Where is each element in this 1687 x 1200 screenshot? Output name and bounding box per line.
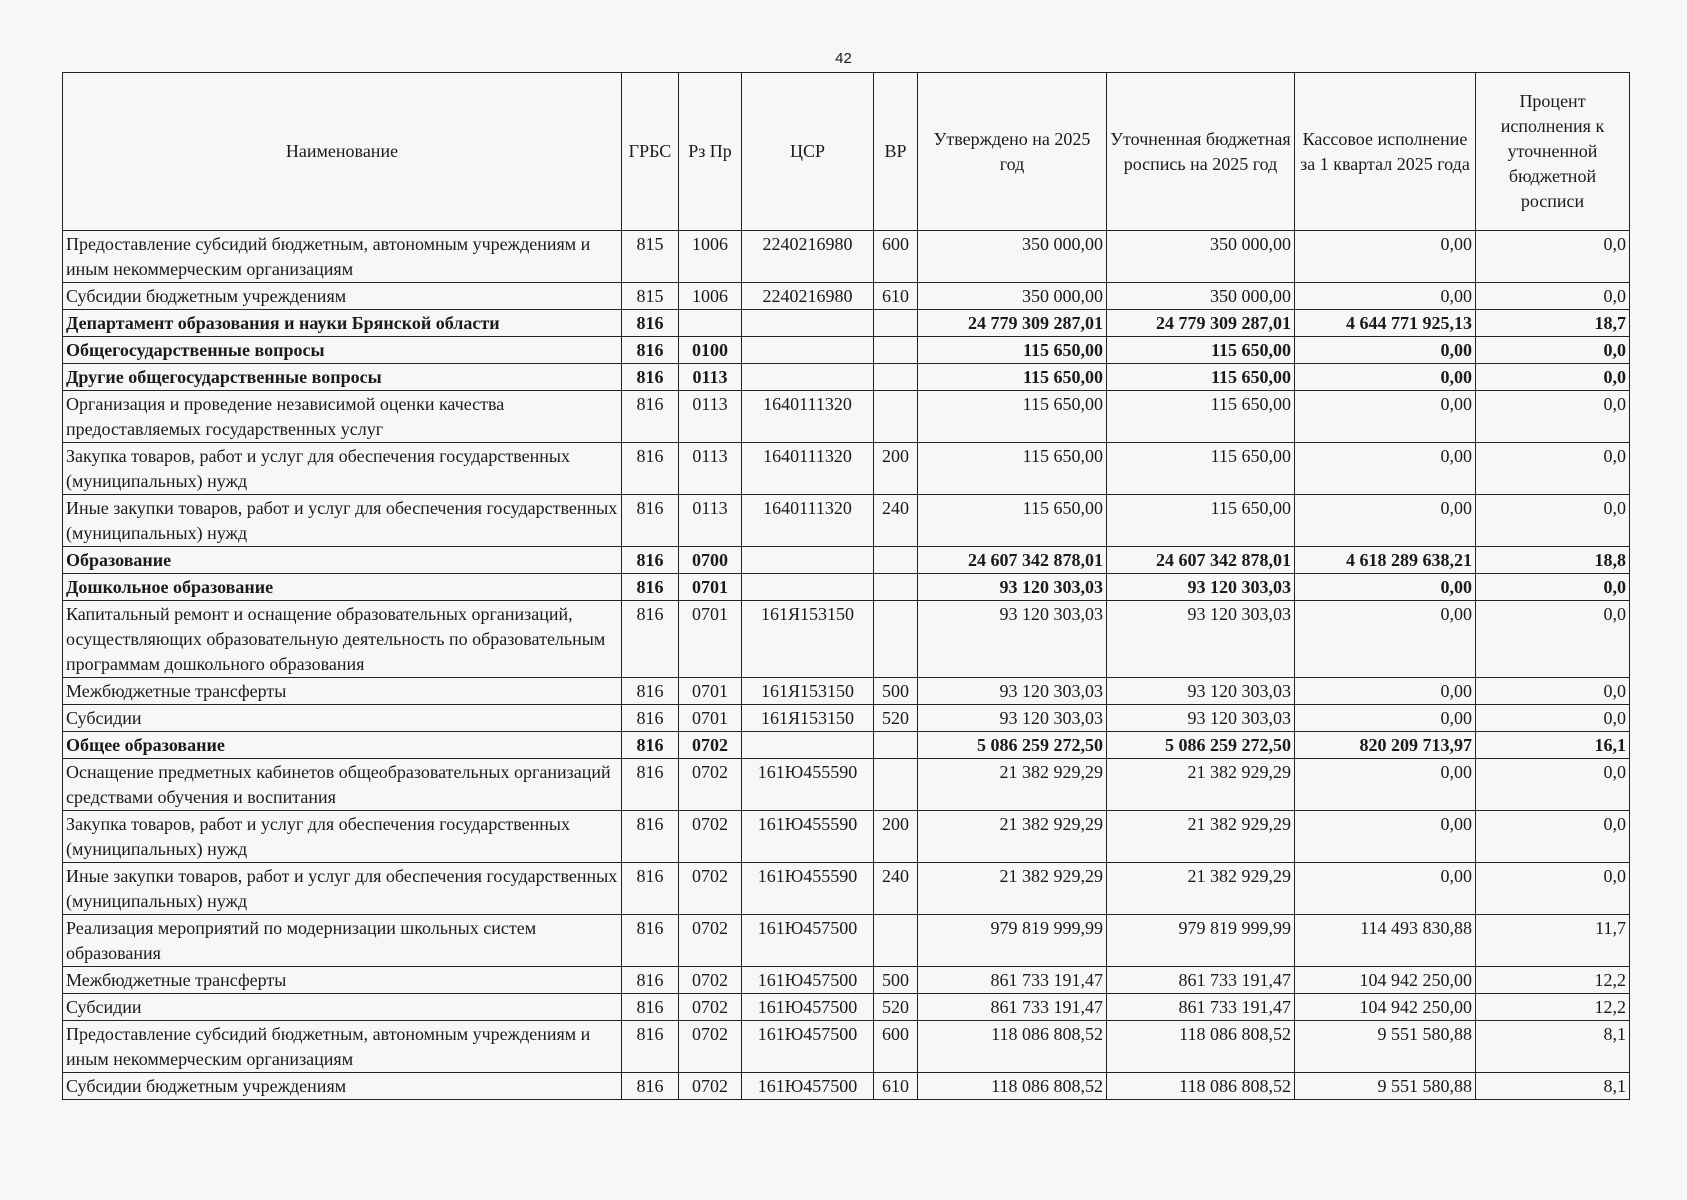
cell-rzpr: 0702 <box>679 994 742 1021</box>
cell-approved: 118 086 808,52 <box>918 1021 1107 1073</box>
table-body <box>63 231 1630 1100</box>
cell-grbs: 816 <box>622 994 679 1021</box>
cell-cash: 104 942 250,00 <box>1295 967 1476 994</box>
cell-cash: 114 493 830,88 <box>1295 915 1476 967</box>
cell-percent: 12,2 <box>1476 967 1630 994</box>
cell-csr: 161Ю455590 <box>742 863 874 915</box>
cell-name: Дошкольное образование <box>63 574 622 601</box>
cell-grbs: 816 <box>622 364 679 391</box>
cell-name: Другие общегосударственные вопросы <box>63 364 622 391</box>
cell-vr: 600 <box>874 1021 918 1073</box>
cell-cash: 0,00 <box>1295 231 1476 283</box>
cell-grbs: 816 <box>622 337 679 364</box>
cell-vr: 600 <box>874 231 918 283</box>
table-row <box>63 231 1630 283</box>
cell-percent: 0,0 <box>1476 863 1630 915</box>
cell-refined: 350 000,00 <box>1107 231 1295 283</box>
cell-csr: 161Я153150 <box>742 601 874 678</box>
cell-csr <box>742 547 874 574</box>
cell-refined: 5 086 259 272,50 <box>1107 732 1295 759</box>
cell-approved: 24 779 309 287,01 <box>918 310 1107 337</box>
table-row <box>63 678 1630 705</box>
cell-approved: 115 650,00 <box>918 337 1107 364</box>
table-row <box>63 1073 1630 1100</box>
cell-grbs: 816 <box>622 863 679 915</box>
cell-approved: 115 650,00 <box>918 391 1107 443</box>
cell-refined: 93 120 303,03 <box>1107 574 1295 601</box>
cell-cash: 0,00 <box>1295 337 1476 364</box>
table-row <box>63 283 1630 310</box>
cell-cash: 4 618 289 638,21 <box>1295 547 1476 574</box>
cell-vr <box>874 337 918 364</box>
column-header-refined: Уточненная бюджетная роспись на 2025 год <box>1107 73 1295 231</box>
cell-grbs: 816 <box>622 678 679 705</box>
cell-vr: 500 <box>874 678 918 705</box>
cell-csr: 161Ю455590 <box>742 759 874 811</box>
cell-grbs: 816 <box>622 759 679 811</box>
cell-refined: 93 120 303,03 <box>1107 705 1295 732</box>
cell-rzpr: 0701 <box>679 678 742 705</box>
cell-percent: 8,1 <box>1476 1073 1630 1100</box>
cell-cash: 4 644 771 925,13 <box>1295 310 1476 337</box>
cell-percent: 0,0 <box>1476 364 1630 391</box>
cell-cash: 0,00 <box>1295 391 1476 443</box>
column-header-name: Наименование <box>63 73 622 231</box>
cell-csr: 2240216980 <box>742 283 874 310</box>
cell-rzpr: 0113 <box>679 495 742 547</box>
table-row <box>63 994 1630 1021</box>
cell-grbs: 816 <box>622 495 679 547</box>
cell-grbs: 816 <box>622 967 679 994</box>
cell-vr <box>874 601 918 678</box>
cell-csr: 161Ю457500 <box>742 994 874 1021</box>
cell-grbs: 816 <box>622 310 679 337</box>
cell-rzpr: 0701 <box>679 601 742 678</box>
cell-name: Иные закупки товаров, работ и услуг для обеспечения государственных (муниципальных) нужд <box>63 863 622 915</box>
cell-name: Общегосударственные вопросы <box>63 337 622 364</box>
cell-percent: 0,0 <box>1476 283 1630 310</box>
cell-approved: 93 120 303,03 <box>918 705 1107 732</box>
cell-cash: 0,00 <box>1295 495 1476 547</box>
cell-grbs: 816 <box>622 1021 679 1073</box>
cell-percent: 8,1 <box>1476 1021 1630 1073</box>
cell-refined: 93 120 303,03 <box>1107 601 1295 678</box>
cell-vr <box>874 391 918 443</box>
cell-approved: 21 382 929,29 <box>918 863 1107 915</box>
cell-rzpr: 0702 <box>679 1073 742 1100</box>
cell-vr: 500 <box>874 967 918 994</box>
cell-refined: 21 382 929,29 <box>1107 863 1295 915</box>
cell-refined: 115 650,00 <box>1107 364 1295 391</box>
cell-cash: 0,00 <box>1295 678 1476 705</box>
cell-cash: 9 551 580,88 <box>1295 1021 1476 1073</box>
cell-name: Субсидии <box>63 994 622 1021</box>
cell-rzpr: 1006 <box>679 231 742 283</box>
cell-csr: 161Ю457500 <box>742 967 874 994</box>
cell-cash: 104 942 250,00 <box>1295 994 1476 1021</box>
cell-vr: 610 <box>874 283 918 310</box>
cell-grbs: 816 <box>622 574 679 601</box>
table-row <box>63 1021 1630 1073</box>
cell-approved: 118 086 808,52 <box>918 1073 1107 1100</box>
cell-percent: 0,0 <box>1476 231 1630 283</box>
cell-rzpr: 0113 <box>679 364 742 391</box>
table-row <box>63 601 1630 678</box>
cell-refined: 24 607 342 878,01 <box>1107 547 1295 574</box>
cell-approved: 979 819 999,99 <box>918 915 1107 967</box>
page-number: 42 <box>835 50 852 67</box>
cell-name: Иные закупки товаров, работ и услуг для обеспечения государственных (муниципальных) нужд <box>63 495 622 547</box>
cell-rzpr: 0701 <box>679 705 742 732</box>
cell-refined: 115 650,00 <box>1107 337 1295 364</box>
cell-vr: 520 <box>874 994 918 1021</box>
cell-cash: 0,00 <box>1295 283 1476 310</box>
cell-vr <box>874 574 918 601</box>
table-row <box>63 364 1630 391</box>
cell-rzpr: 0702 <box>679 863 742 915</box>
cell-csr: 161Ю457500 <box>742 1073 874 1100</box>
cell-rzpr: 0702 <box>679 915 742 967</box>
cell-grbs: 815 <box>622 231 679 283</box>
cell-rzpr: 0702 <box>679 732 742 759</box>
cell-name: Предоставление субсидий бюджетным, автономным учреждениям и иным некоммерческим организациям <box>63 1021 622 1073</box>
cell-grbs: 816 <box>622 732 679 759</box>
cell-percent: 0,0 <box>1476 337 1630 364</box>
cell-grbs: 816 <box>622 811 679 863</box>
cell-approved: 861 733 191,47 <box>918 994 1107 1021</box>
cell-approved: 115 650,00 <box>918 495 1107 547</box>
cell-name: Департамент образования и науки Брянской области <box>63 310 622 337</box>
cell-cash: 0,00 <box>1295 574 1476 601</box>
cell-grbs: 815 <box>622 283 679 310</box>
table-row <box>63 732 1630 759</box>
cell-name: Межбюджетные трансферты <box>63 967 622 994</box>
cell-cash: 0,00 <box>1295 705 1476 732</box>
cell-vr <box>874 732 918 759</box>
cell-grbs: 816 <box>622 705 679 732</box>
cell-name: Закупка товаров, работ и услуг для обеспечения государственных (муниципальных) нужд <box>63 443 622 495</box>
cell-percent: 0,0 <box>1476 391 1630 443</box>
cell-percent: 0,0 <box>1476 443 1630 495</box>
table-row <box>63 547 1630 574</box>
cell-rzpr: 0100 <box>679 337 742 364</box>
cell-vr: 240 <box>874 495 918 547</box>
cell-cash: 0,00 <box>1295 601 1476 678</box>
cell-percent: 0,0 <box>1476 495 1630 547</box>
cell-percent: 0,0 <box>1476 574 1630 601</box>
cell-refined: 115 650,00 <box>1107 391 1295 443</box>
budget-table <box>62 72 1630 1100</box>
cell-percent: 0,0 <box>1476 601 1630 678</box>
cell-refined: 118 086 808,52 <box>1107 1073 1295 1100</box>
cell-csr <box>742 337 874 364</box>
column-header-vr: ВР <box>874 73 918 231</box>
cell-approved: 861 733 191,47 <box>918 967 1107 994</box>
cell-cash: 0,00 <box>1295 863 1476 915</box>
cell-vr: 200 <box>874 811 918 863</box>
cell-rzpr: 0702 <box>679 811 742 863</box>
cell-csr: 1640111320 <box>742 391 874 443</box>
cell-cash: 9 551 580,88 <box>1295 1073 1476 1100</box>
table-row <box>63 443 1630 495</box>
column-header-grbs: ГРБС <box>622 73 679 231</box>
cell-grbs: 816 <box>622 915 679 967</box>
table-row <box>63 811 1630 863</box>
cell-csr: 161Я153150 <box>742 705 874 732</box>
cell-name: Общее образование <box>63 732 622 759</box>
table-row <box>63 337 1630 364</box>
cell-refined: 118 086 808,52 <box>1107 1021 1295 1073</box>
cell-name: Субсидии бюджетным учреждениям <box>63 283 622 310</box>
cell-percent: 0,0 <box>1476 811 1630 863</box>
cell-vr: 240 <box>874 863 918 915</box>
column-header-rzpr: Рз Пр <box>679 73 742 231</box>
table-row <box>63 310 1630 337</box>
cell-csr: 1640111320 <box>742 443 874 495</box>
cell-approved: 115 650,00 <box>918 364 1107 391</box>
cell-approved: 93 120 303,03 <box>918 678 1107 705</box>
cell-approved: 21 382 929,29 <box>918 759 1107 811</box>
cell-percent: 0,0 <box>1476 705 1630 732</box>
cell-name: Предоставление субсидий бюджетным, автономным учреждениям и иным некоммерческим организациям <box>63 231 622 283</box>
cell-approved: 350 000,00 <box>918 283 1107 310</box>
cell-refined: 93 120 303,03 <box>1107 678 1295 705</box>
cell-percent: 18,8 <box>1476 547 1630 574</box>
cell-grbs: 816 <box>622 391 679 443</box>
cell-name: Субсидии <box>63 705 622 732</box>
cell-csr: 161Я153150 <box>742 678 874 705</box>
cell-percent: 18,7 <box>1476 310 1630 337</box>
cell-csr <box>742 574 874 601</box>
cell-refined: 979 819 999,99 <box>1107 915 1295 967</box>
cell-cash: 0,00 <box>1295 443 1476 495</box>
column-header-csr: ЦСР <box>742 73 874 231</box>
cell-refined: 115 650,00 <box>1107 443 1295 495</box>
table-row <box>63 759 1630 811</box>
cell-percent: 0,0 <box>1476 759 1630 811</box>
cell-vr: 520 <box>874 705 918 732</box>
cell-refined: 861 733 191,47 <box>1107 994 1295 1021</box>
table-row <box>63 391 1630 443</box>
table-row <box>63 967 1630 994</box>
cell-cash: 0,00 <box>1295 759 1476 811</box>
cell-vr <box>874 364 918 391</box>
cell-approved: 93 120 303,03 <box>918 601 1107 678</box>
cell-name: Организация и проведение независимой оценки качества предоставляемых государственных услуг <box>63 391 622 443</box>
cell-name: Закупка товаров, работ и услуг для обеспечения государственных (муниципальных) нужд <box>63 811 622 863</box>
cell-csr <box>742 732 874 759</box>
cell-rzpr: 0113 <box>679 443 742 495</box>
cell-rzpr <box>679 310 742 337</box>
cell-percent: 16,1 <box>1476 732 1630 759</box>
cell-approved: 5 086 259 272,50 <box>918 732 1107 759</box>
cell-percent: 0,0 <box>1476 678 1630 705</box>
table-row <box>63 863 1630 915</box>
cell-rzpr: 0702 <box>679 759 742 811</box>
cell-refined: 21 382 929,29 <box>1107 811 1295 863</box>
column-header-cash: Кассовое исполнение за 1 квартал 2025 года <box>1295 73 1476 231</box>
cell-rzpr: 0702 <box>679 967 742 994</box>
table-row <box>63 574 1630 601</box>
column-header-percent: Процент исполнения к уточненной бюджетной росписи <box>1476 73 1630 231</box>
cell-csr: 2240216980 <box>742 231 874 283</box>
table-row <box>63 915 1630 967</box>
cell-vr <box>874 915 918 967</box>
cell-approved: 24 607 342 878,01 <box>918 547 1107 574</box>
cell-vr: 200 <box>874 443 918 495</box>
cell-csr <box>742 364 874 391</box>
cell-rzpr: 0702 <box>679 1021 742 1073</box>
cell-name: Реализация мероприятий по модернизации школьных систем образования <box>63 915 622 967</box>
cell-grbs: 816 <box>622 1073 679 1100</box>
cell-csr: 161Ю457500 <box>742 915 874 967</box>
cell-rzpr: 1006 <box>679 283 742 310</box>
table-row <box>63 705 1630 732</box>
table-header-row <box>63 73 1630 231</box>
cell-refined: 21 382 929,29 <box>1107 759 1295 811</box>
cell-vr <box>874 759 918 811</box>
cell-name: Субсидии бюджетным учреждениям <box>63 1073 622 1100</box>
cell-percent: 12,2 <box>1476 994 1630 1021</box>
cell-csr: 161Ю455590 <box>742 811 874 863</box>
cell-csr <box>742 310 874 337</box>
cell-cash: 0,00 <box>1295 364 1476 391</box>
cell-name: Капитальный ремонт и оснащение образовательных организаций, осуществляющих образовательную деятельность по образовательным программам дошкольного образования <box>63 601 622 678</box>
cell-rzpr: 0113 <box>679 391 742 443</box>
cell-cash: 0,00 <box>1295 811 1476 863</box>
cell-cash: 820 209 713,97 <box>1295 732 1476 759</box>
cell-rzpr: 0700 <box>679 547 742 574</box>
cell-vr <box>874 547 918 574</box>
cell-percent: 11,7 <box>1476 915 1630 967</box>
cell-name: Межбюджетные трансферты <box>63 678 622 705</box>
cell-grbs: 816 <box>622 601 679 678</box>
cell-csr: 161Ю457500 <box>742 1021 874 1073</box>
cell-grbs: 816 <box>622 547 679 574</box>
cell-approved: 21 382 929,29 <box>918 811 1107 863</box>
cell-approved: 350 000,00 <box>918 231 1107 283</box>
cell-vr <box>874 310 918 337</box>
cell-rzpr: 0701 <box>679 574 742 601</box>
cell-refined: 861 733 191,47 <box>1107 967 1295 994</box>
cell-grbs: 816 <box>622 443 679 495</box>
cell-approved: 93 120 303,03 <box>918 574 1107 601</box>
cell-approved: 115 650,00 <box>918 443 1107 495</box>
cell-refined: 24 779 309 287,01 <box>1107 310 1295 337</box>
cell-refined: 350 000,00 <box>1107 283 1295 310</box>
column-header-approved: Утверждено на 2025 год <box>918 73 1107 231</box>
cell-name: Образование <box>63 547 622 574</box>
cell-csr: 1640111320 <box>742 495 874 547</box>
table-row <box>63 495 1630 547</box>
cell-vr: 610 <box>874 1073 918 1100</box>
cell-name: Оснащение предметных кабинетов общеобразовательных организаций средствами обучения и воспитания <box>63 759 622 811</box>
cell-refined: 115 650,00 <box>1107 495 1295 547</box>
